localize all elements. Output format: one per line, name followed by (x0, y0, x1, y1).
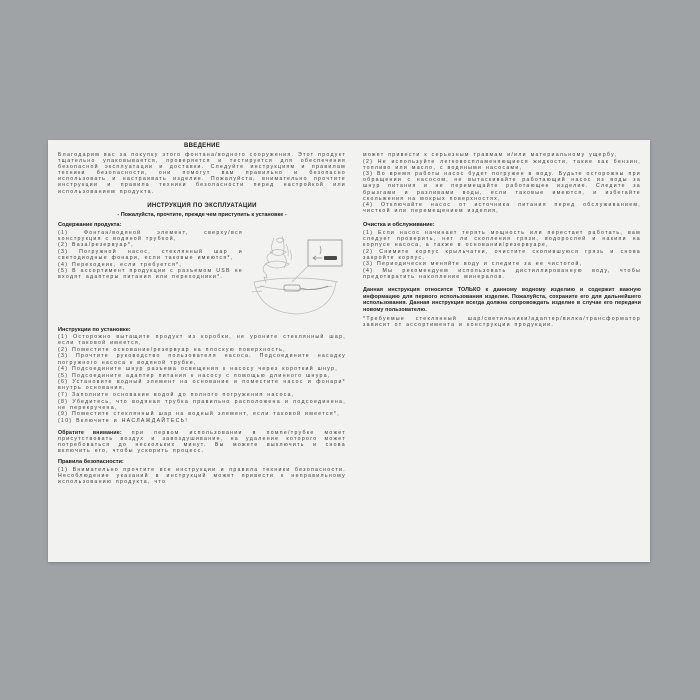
installation-step: (5) Подсоедините адаптер питания к насосу с помощью длинного шнура, (58, 372, 331, 379)
intro-text: Благодарим вас за покупку этого фонтана/водного сооружения. Этот продукт тщательно упаковывается, проверяется и тестируется для обеспечения безопасной эксплуатации и доставки. Следуйте инструкциям и правилам техники безопасности, они помогут вам правильно и безопасно использовать и настраивать изделие. Пожалуйста, внимательно прочтите инструкции и правила техники безопасности перед настройкой или использованием продукта. (58, 152, 346, 195)
note-paragraph (58, 430, 346, 454)
installation-step: (2) Поместите основание/резервуар на плоскую поверхность, (58, 346, 286, 353)
left-column (58, 143, 346, 486)
contents-item: (5) В ассортимент продукции с разъемом USB не входят адаптеры питания или переходники*. (58, 268, 243, 281)
instruction-sheet (48, 140, 650, 562)
cleaning-step: (1) Если насос начинает терять мощность или перестает работать, вам следует проверить, нет ли скопления грязи, водорослей и накипи на корпусе насоса, а также в основании/резервуаре, (363, 229, 641, 249)
contents-section (58, 230, 346, 322)
contents-list (58, 230, 243, 281)
manual-subtitle: - Пожалуйста, прочтите, прежде чем приступить к установке - (117, 211, 287, 218)
manual-title: ИНСТРУКЦИЯ ПО ЭКСПЛУАТАЦИИ (147, 202, 257, 209)
contents-item: (3) Погружной насос, стеклянный шар и светодиодные фонари, если таковые имеются*, (58, 248, 243, 262)
note-text: при первом использовании в помпе/трубке может присутствовать воздух и завоздушивание, на удаление которого может потребоваться до нескольких минут. Вы можете выключить и снова включить его, чтобы ускорить процесс. (58, 429, 346, 455)
contents-item: (1) Фонтан/водяной элемент, сверху/вся конструкция с водяной трубкой, (58, 229, 243, 242)
safety-rule: (3) Во время работы насос будет погружен в воду. Будьте осторожны при обращении с насосом, не вытаскивайте работающий насос из воды за шнур питания и не перемещайте работающее изделие. Следите за брызгами и разливами воды, если таковые имеются, и избегайте скольжения на мокрых поверхностях, (363, 171, 641, 202)
installation-step: (3) Прочтите руководство пользователя насоса. Подсоедините насадку погружного насоса к водяной трубке, (58, 353, 346, 366)
installation-step: (10) Включите и НАСЛАЖДАЙТЕСЬ! (58, 417, 189, 424)
cleaning-heading: Очистка и обслуживание: (363, 222, 435, 229)
safety-heading: Правила безопасности: (58, 459, 124, 466)
cleaning-step: (2) Снимите корпус крыльчатки, очистите скопившуюся грязь и снова закройте корпус, (363, 248, 641, 261)
contents-heading: Содержание продукта: (58, 222, 122, 229)
cleaning-step: (3) Периодически меняйте воду и следите за ее чистотой, (363, 261, 583, 268)
fountain-diagram-icon (246, 230, 346, 322)
safety-rule: (2) Не используйте легковоспламеняющиеся жидкости, такие как бензин, топливо или масло, с водяными насосами, (363, 158, 641, 171)
contents-item: (4) Переходник, если требуется*, (58, 261, 183, 268)
installation-step: (6) Установите водный элемент на основание и поместите насос и фонари* внутрь основания, (58, 379, 346, 392)
footnote-text: *Требуемые стеклянный шар/светильники/адаптер/вилка/трансформатор зависит от ассортимента и конструкции продукции. (363, 315, 641, 328)
disclaimer-text: Данная инструкция относится ТОЛЬКО к данному водному изделию и содержит важную информацию для первого использования изделия. Пожалуйста, сохраните его для дальнейшего использования. Данная инструкция всегда должна сопровождать изделие в случае его передачи новому пользователю. (363, 287, 641, 313)
fountain-illustration-area (243, 230, 346, 322)
cleaning-step: (4) Мы рекомендуем использовать дистиллированную воду, чтобы предотвратить накопление минералов. (363, 268, 641, 281)
installation-step: (4) Подсоедините шнур разъема освещения к насосу через короткий шнур, (58, 366, 339, 373)
installation-step: (1) Осторожно вытащите продукт из коробки, не уроните стеклянный шар, если таковой имеется, (58, 334, 346, 347)
installation-step: (8) Убедитесь, что водяная трубка правильно расположена и подсоединена, не перекручена, (58, 398, 346, 411)
installation-step: (7) Заполните основание водой до полного погружения насоса, (58, 392, 295, 398)
intro-title: ВВЕДЕНИЕ (184, 143, 220, 149)
safety-rule: (4) Отключайте насос от источника питания перед обслуживанием, чисткой или перемещением изделия, (363, 202, 641, 215)
safety-rule: может привести к серьезным травмам и/или материальному ущербу, (363, 152, 618, 158)
safety-rule: (1) Внимательно прочтите все инструкции и правила техники безопасности. Несоблюдение указаний в инструкций может привести к неправильному использованию продукта, что (58, 466, 346, 486)
note-heading: Обратите внимание: (58, 429, 122, 436)
installation-heading: Инструкции по установке: (58, 326, 131, 333)
contents-item: (2) Ваза/резервуар*, (58, 242, 134, 249)
installation-step: (9) Поместите стеклянный шар на водный элемент, если таковой имеется*, (58, 411, 340, 418)
right-column (363, 152, 641, 328)
